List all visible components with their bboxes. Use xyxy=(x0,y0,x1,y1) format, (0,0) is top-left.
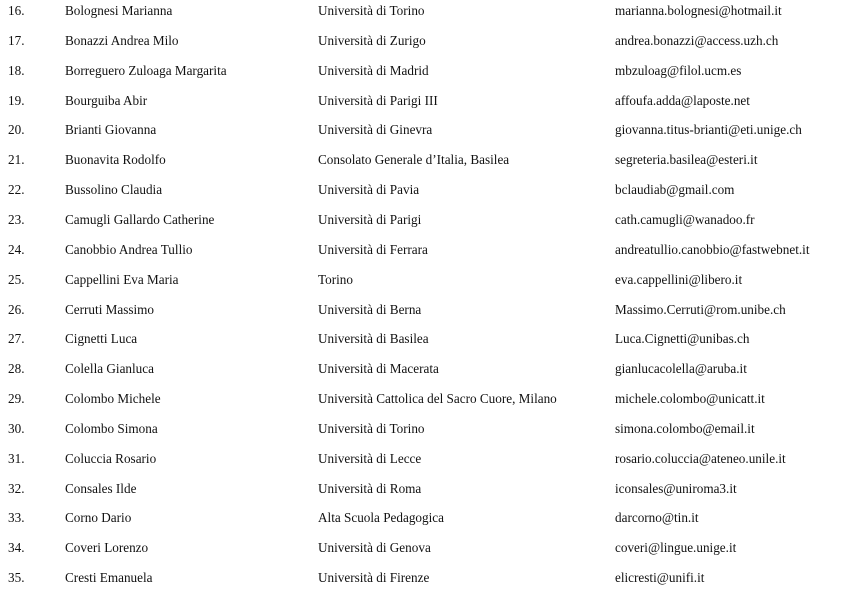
entry-number: 35. xyxy=(8,570,25,586)
list-item xyxy=(0,328,850,350)
participant-email: michele.colombo@unicatt.it xyxy=(615,391,765,407)
participant-institution: Università di Ferrara xyxy=(318,241,428,257)
participant-email: eva.cappellini@libero.it xyxy=(615,271,743,287)
participant-institution: Università di Torino xyxy=(318,420,425,436)
participant-institution: Università di Zurigo xyxy=(318,32,426,48)
participant-email: giovanna.titus-brianti@eti.unige.ch xyxy=(615,122,802,138)
participant-institution: Università di Parigi xyxy=(318,211,422,227)
participant-name: Borreguero Zuloaga Margarita xyxy=(65,62,227,78)
participant-email: segreteria.basilea@esteri.it xyxy=(615,152,758,168)
participant-name: Buonavita Rodolfo xyxy=(65,152,166,168)
participant-name: Coveri Lorenzo xyxy=(65,540,149,556)
entry-number: 34. xyxy=(8,540,25,556)
participant-email: andreatullio.canobbio@fastwebnet.it xyxy=(615,241,810,257)
list-item xyxy=(0,299,850,321)
participant-institution: Università di Lecce xyxy=(318,450,422,466)
list-item xyxy=(0,478,850,500)
participant-name: Cresti Emanuela xyxy=(65,570,153,586)
participant-institution: Università di Basilea xyxy=(318,331,429,347)
participant-email: Luca.Cignetti@unibas.ch xyxy=(615,331,750,347)
participant-email: bclaudiab@gmail.com xyxy=(615,182,735,198)
participant-name: Brianti Giovanna xyxy=(65,122,157,138)
list-item xyxy=(0,30,850,52)
list-item xyxy=(0,0,850,22)
entry-number: 32. xyxy=(8,480,25,496)
participant-email: darcorno@tin.it xyxy=(615,510,699,526)
participant-email: andrea.bonazzi@access.uzh.ch xyxy=(615,32,779,48)
participant-name: Bolognesi Marianna xyxy=(65,3,173,18)
participant-name: Cappellini Eva Maria xyxy=(65,271,179,287)
entry-number: 27. xyxy=(8,331,25,347)
participant-institution: Università di Madrid xyxy=(318,62,429,78)
entry-number: 29. xyxy=(8,391,25,407)
participant-name: Bourguiba Abir xyxy=(65,92,148,108)
participant-institution: Università di Firenze xyxy=(318,570,430,586)
participant-institution: Università di Pavia xyxy=(318,182,420,198)
entry-number: 26. xyxy=(8,301,25,317)
participant-email: gianlucacolella@aruba.it xyxy=(615,361,747,377)
participant-email: iconsales@uniroma3.it xyxy=(615,480,737,496)
participant-email: marianna.bolognesi@hotmail.it xyxy=(615,3,782,18)
list-item xyxy=(0,567,850,589)
entry-number: 17. xyxy=(8,32,25,48)
participant-institution: Torino xyxy=(318,271,353,287)
participant-email: elicresti@unifi.it xyxy=(615,570,705,586)
list-item xyxy=(0,269,850,291)
entry-number: 25. xyxy=(8,271,25,287)
participant-name: Corno Dario xyxy=(65,510,132,526)
participant-email: rosario.coluccia@ateneo.unile.it xyxy=(615,450,786,466)
list-item xyxy=(0,119,850,141)
participant-name: Camugli Gallardo Catherine xyxy=(65,211,215,227)
participant-name: Bussolino Claudia xyxy=(65,182,163,198)
participant-institution: Consolato Generale d’Italia, Basilea xyxy=(318,152,510,168)
list-item xyxy=(0,448,850,470)
list-item xyxy=(0,537,850,559)
participant-institution: Università di Roma xyxy=(318,480,422,496)
entry-number: 22. xyxy=(8,182,25,198)
participant-institution: Università di Genova xyxy=(318,540,431,556)
participant-institution: Università di Torino xyxy=(318,3,425,18)
entry-number: 28. xyxy=(8,361,25,377)
entry-number: 16. xyxy=(8,3,25,18)
participant-name: Colombo Michele xyxy=(65,391,161,407)
entry-number: 30. xyxy=(8,420,25,436)
participant-institution: Università di Berna xyxy=(318,301,422,317)
participant-name: Cerruti Massimo xyxy=(65,301,155,317)
participant-email: affoufa.adda@laposte.net xyxy=(615,92,750,108)
entry-number: 21. xyxy=(8,152,25,168)
entry-number: 33. xyxy=(8,510,25,526)
participant-email: cath.camugli@wanadoo.fr xyxy=(615,211,755,227)
participant-name: Cignetti Luca xyxy=(65,331,138,347)
entry-number: 31. xyxy=(8,450,25,466)
participant-email: Massimo.Cerruti@rom.unibe.ch xyxy=(615,301,786,317)
list-item xyxy=(0,60,850,82)
list-item xyxy=(0,507,850,529)
participant-name: Canobbio Andrea Tullio xyxy=(65,241,193,257)
list-item xyxy=(0,239,850,261)
list-item xyxy=(0,388,850,410)
participant-email: coveri@lingue.unige.it xyxy=(615,540,737,556)
list-item xyxy=(0,358,850,380)
entry-number: 19. xyxy=(8,92,25,108)
participant-institution: Università di Ginevra xyxy=(318,122,433,138)
participant-institution: Università di Macerata xyxy=(318,361,439,377)
participant-name: Consales Ilde xyxy=(65,480,137,496)
list-item xyxy=(0,149,850,171)
entry-number: 18. xyxy=(8,62,25,78)
participant-name: Bonazzi Andrea Milo xyxy=(65,32,179,48)
list-item xyxy=(0,418,850,440)
participant-name: Colombo Simona xyxy=(65,420,158,436)
participant-institution: Università Cattolica del Sacro Cuore, Milano xyxy=(318,391,557,407)
entry-number: 24. xyxy=(8,241,25,257)
list-item xyxy=(0,209,850,231)
list-item xyxy=(0,90,850,112)
participant-name: Colella Gianluca xyxy=(65,361,154,377)
entry-number: 20. xyxy=(8,122,25,138)
participant-institution: Alta Scuola Pedagogica xyxy=(318,510,444,526)
participant-name: Coluccia Rosario xyxy=(65,450,157,466)
participant-institution: Università di Parigi III xyxy=(318,92,438,108)
list-item xyxy=(0,179,850,201)
participant-email: simona.colombo@email.it xyxy=(615,420,755,436)
entry-number: 23. xyxy=(8,211,25,227)
participant-email: mbzuloag@filol.ucm.es xyxy=(615,62,742,78)
